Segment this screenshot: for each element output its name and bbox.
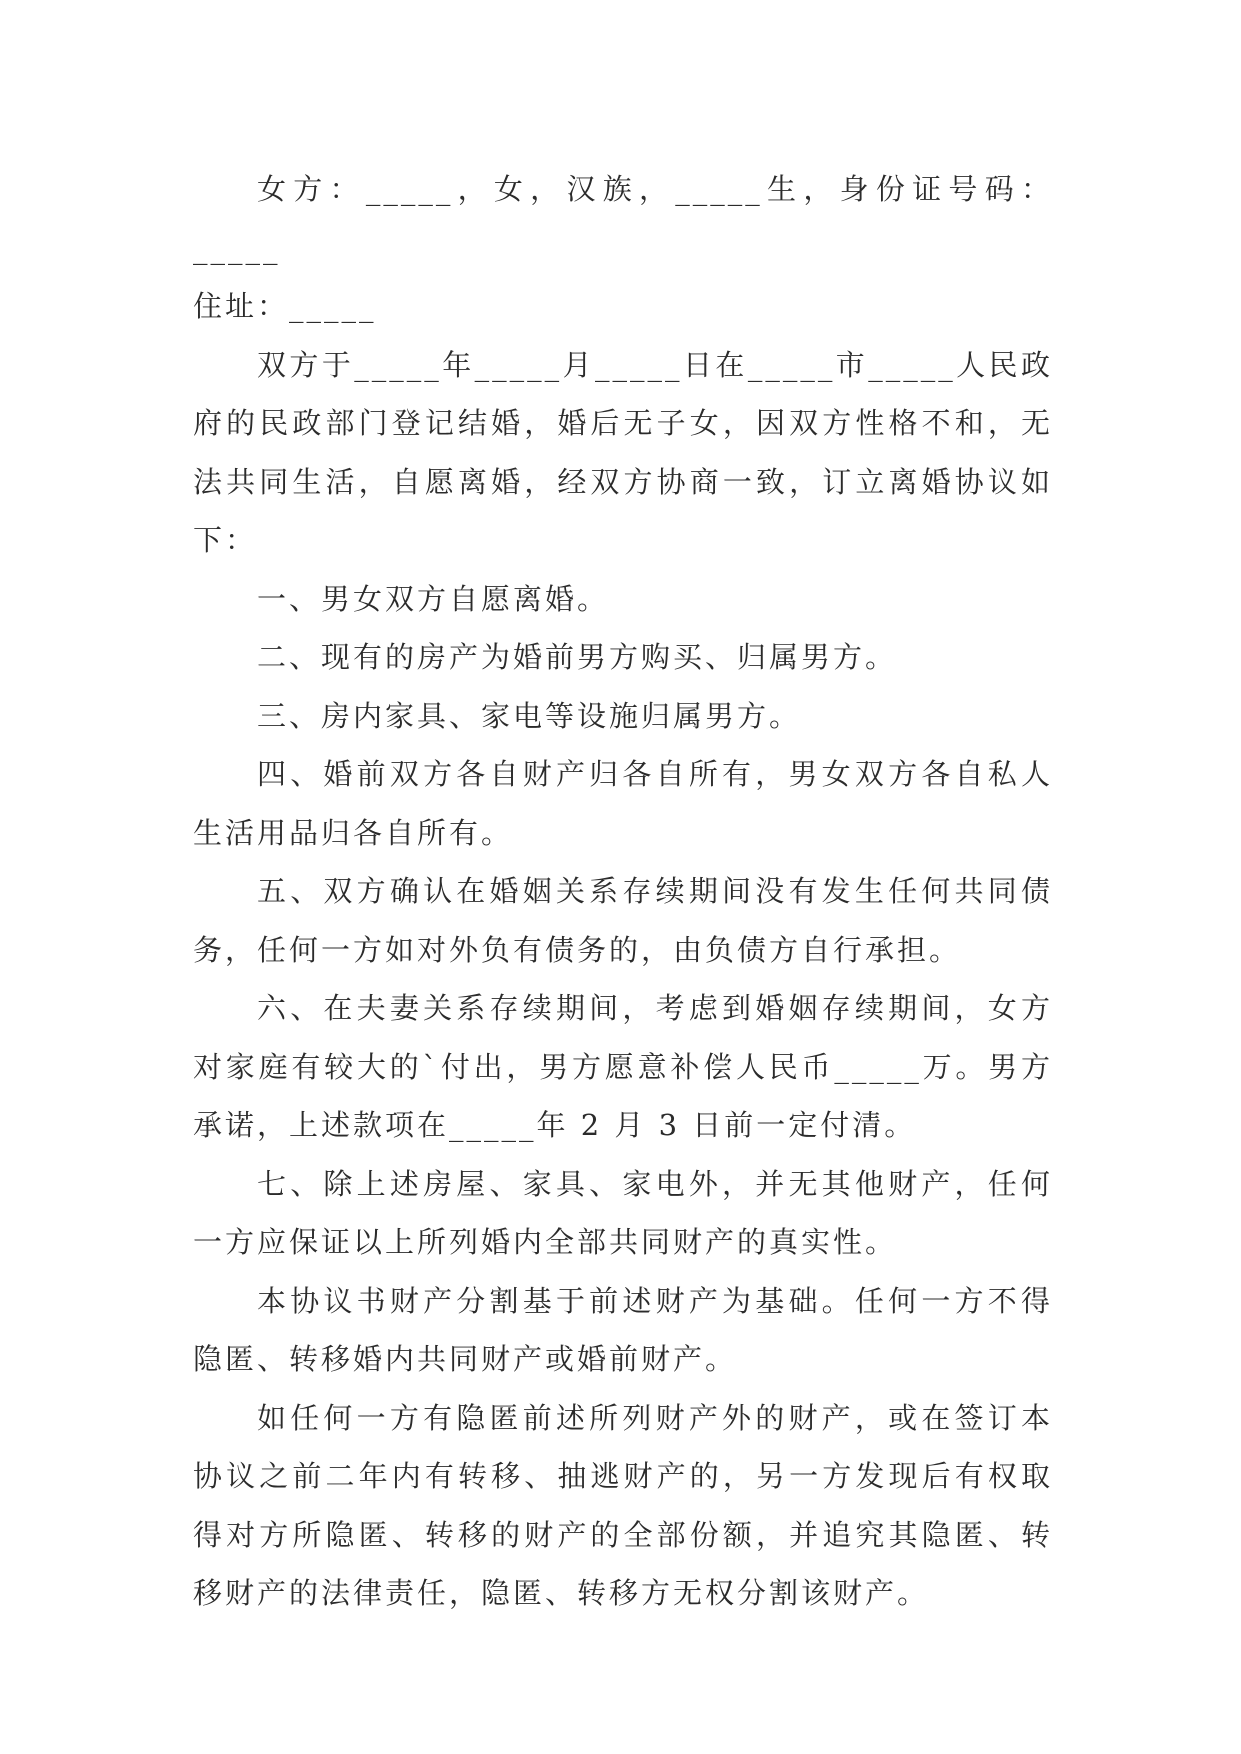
marriage-registration-paragraph: 双方于_____年_____月_____日在_____市_____人民政府的民政部门登记结婚，婚后无子女，因双方性格不和，无法共同生活，自愿离婚，经双方协商一致，订立离婚协议如下： [193,347,1053,557]
clause-4: 四、婚前双方各自财产归各自所有，男女双方各自私人生活用品归各自所有。 [193,757,1053,850]
clause-7: 七、除上述房屋、家具、家电外，并无其他财产，任何一方应保证以上所列婚内全部共同财产的真实性。 [193,1166,1053,1259]
clause-6: 六、在夫妻关系存续期间，考虑到婚姻存续期间，女方对家庭有较大的`付出，男方愿意补偿人民币_____万。男方承诺，上述款项在_____年 2 月 3 日前一定付清。 [193,991,1053,1142]
clause-1: 一、男女双方自愿离婚。 [257,581,610,616]
clause-5: 五、双方确认在婚姻关系存续期间没有发生任何共同债务，任何一方如对外负有债务的，由负债方自行承担。 [193,874,1053,967]
address-line: 住址：_____ [193,289,377,323]
document-body [193,160,1053,1623]
concealment-paragraph: 如任何一方有隐匿前述所列财产外的财产，或在签订本协议之前二年内有转移、抽逃财产的，另一方发现后有权取得对方所隐匿、转移的财产的全部份额，并追究其隐匿、转移财产的法律责任，隐匿、转移方无权分割该财产。 [193,1400,1053,1610]
clause-3: 三、房内家具、家电等设施归属男方。 [257,698,802,733]
property-division-paragraph: 本协议书财产分割基于前述财产为基础。任何一方不得隐匿、转移婚内共同财产或婚前财产。 [193,1283,1053,1376]
party-female-line: 女方：_____，女，汉族，_____生，身份证号码：_____ [193,172,1053,265]
clause-2: 二、现有的房产为婚前男方购买、归属男方。 [257,640,898,674]
